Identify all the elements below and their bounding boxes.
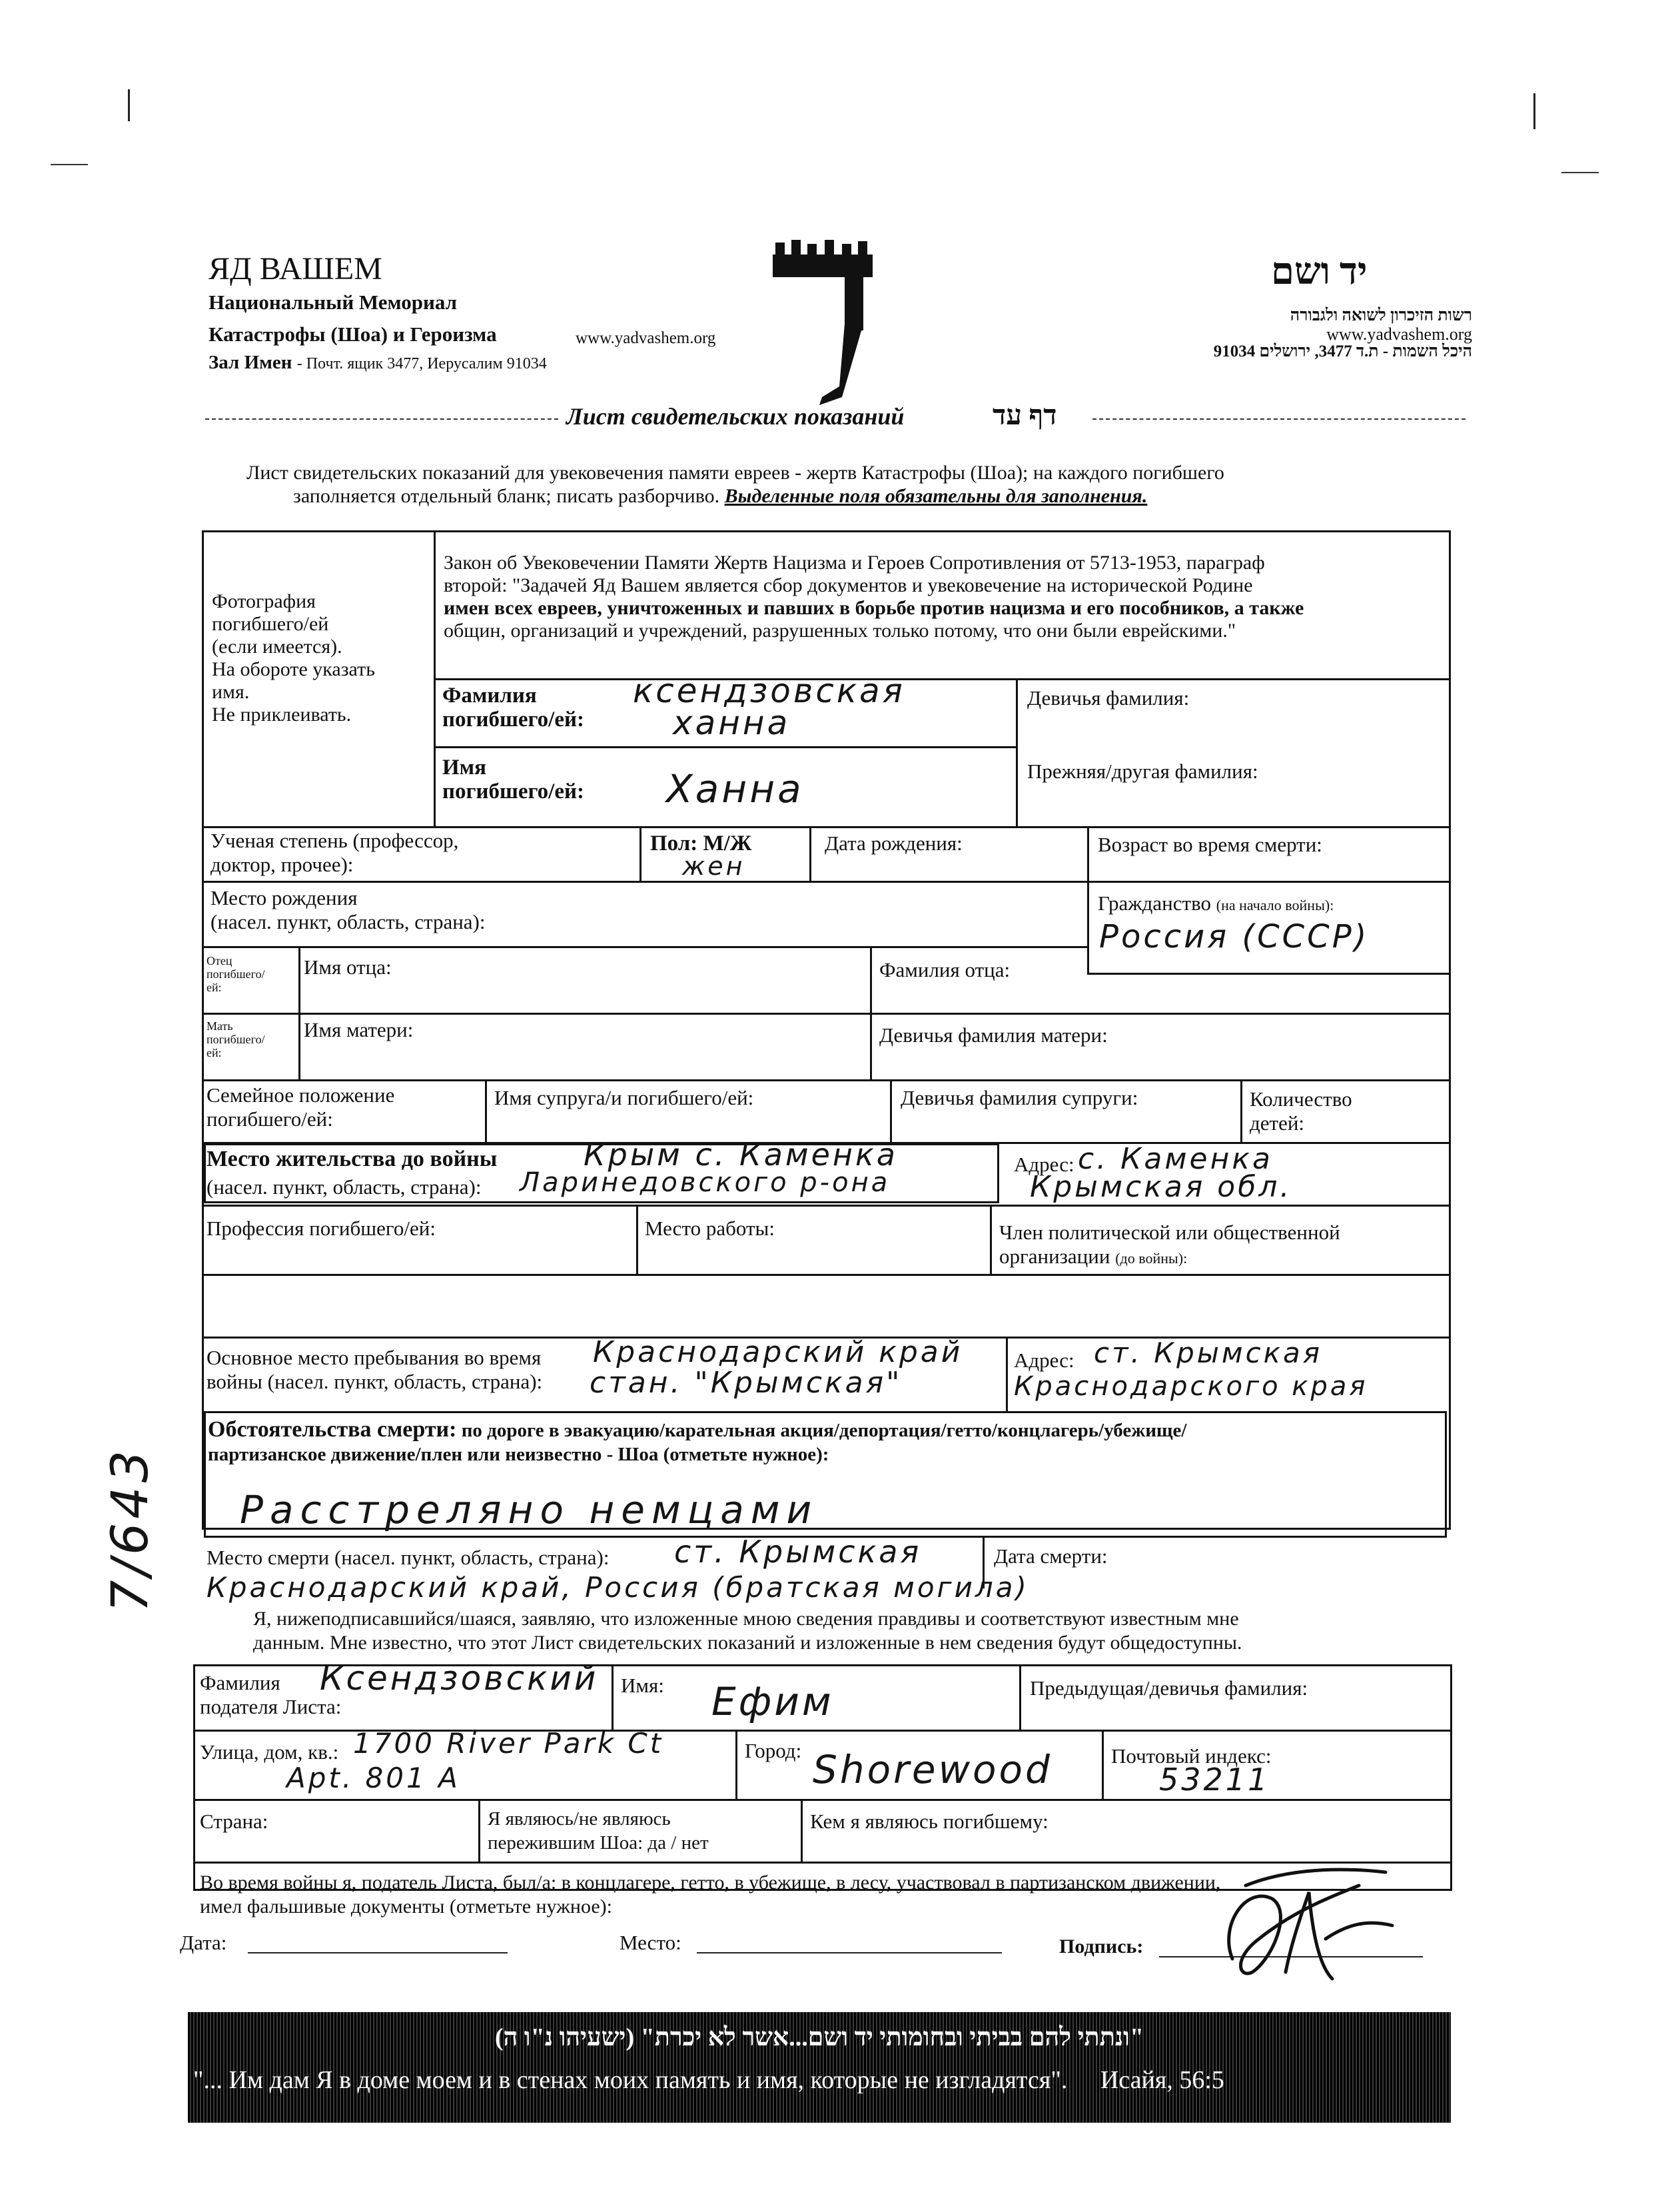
org-line1: Национальный Мемориал xyxy=(209,290,458,314)
scan-mark-right xyxy=(1533,93,1535,129)
submitter-wartime-label: Во время войны я, податель Листа, был/а: в концлагере, гетто, в убежище, в лесу, участвовал в партизанском движении, имел фальшивые документы (отметьте нужное): xyxy=(200,1872,1221,1918)
degree-label: Ученая степень (профессор, доктор, прочее): xyxy=(210,829,459,876)
previous-surname-label: Прежняя/другая фамилия: xyxy=(1027,760,1258,783)
intro-plain: заполняется отдельный бланк; писать разборчиво. xyxy=(293,485,720,507)
age-at-death-label: Возраст во время смерти: xyxy=(1098,833,1322,856)
profession-label: Профессия погибшего/ей: xyxy=(207,1217,436,1240)
spouse-name-label: Имя супруга/и погибшего/ей: xyxy=(494,1086,754,1109)
org-title-ru: ЯД ВАШЕМ xyxy=(209,251,382,286)
submitter-surname-label: Фамилия подателя Листа: xyxy=(200,1671,342,1718)
law-text: Закон об Увековечении Памяти Жертв Нацизма и Героев Сопротивления от 5713-1953, параграф второй: "Задачей Яд Вашем является сбор документов и увековечение на исторической Родине имен всех евреев, уничтоженных и павших в борьбе против нацизма и его пособников, а также общин, организаций и учреждений, разрушенных только потому, что они были еврейскими." xyxy=(444,552,1304,642)
address-ru: - Почт. ящик 3477, Иерусалим 91034 xyxy=(296,355,547,372)
street-value-2[interactable]: Apt. 801 A xyxy=(286,1762,460,1794)
wartime-place-value-1[interactable]: Краснодарский край xyxy=(593,1335,963,1369)
website-left: www.yadvashem.org xyxy=(576,329,716,347)
footer-quote-he: "ונתתי להם בביתי ובחומותי יד ושם...אשר לא יכרת" (ישעיהו נ"ו ה) xyxy=(494,2023,1144,2051)
signature-label: Подпись: xyxy=(1059,1935,1144,1957)
photo-instructions: Фотография погибшего/ей (если имеется). На обороте указать имя. Не приклеивать. xyxy=(212,590,375,726)
city-value[interactable]: Shorewood xyxy=(813,1747,1052,1792)
wartime-address-2[interactable]: Краснодарского края xyxy=(1014,1371,1368,1402)
father-side-label: Отец погибшего/ ей: xyxy=(207,954,265,994)
residence-address-label: Адрес: xyxy=(1014,1153,1074,1176)
death-circumstances-label: Обстоятельства смерти: по дороге в эвакуацию/карательная акция/депортация/гетто/концлагерь/убежище/ партизанское движение/плен или неизвестно - Шоа (отметьте нужное): xyxy=(208,1417,1187,1465)
death-place-label: Место смерти (насел. пункт, область, страна): xyxy=(207,1546,610,1569)
declaration-text: Я, нижеподписавшийся/шаяся, заявляю, что изложенные мною сведения правдивы и соответствуют известным мне данным. Мне известно, что этот Лист свидетельских показаний и изложенные в нем сведения будут общедоступны. xyxy=(253,1608,1242,1654)
footer-quote-ru: "... Им дам Я в доме моем и в стенах моих память и имя, которые не изгладятся". Исайя, 56:5 xyxy=(193,2066,1224,2094)
surname-value-1[interactable]: ксендзовская xyxy=(633,672,905,710)
city-label: Город: xyxy=(745,1739,802,1762)
surname-label: Фамилия погибшего/ей: xyxy=(442,684,585,732)
submitter-name-label: Имя: xyxy=(621,1674,664,1697)
date-label: Дата: xyxy=(180,1931,227,1954)
footer-quote-ref: Исайя, 56:5 xyxy=(1100,2066,1224,2094)
relation-label: Кем я являюсь погибшему: xyxy=(810,1810,1049,1833)
death-circumstances-value[interactable]: Расстреляно немцами xyxy=(240,1487,819,1532)
father-name-label: Имя отца: xyxy=(304,955,392,979)
wartime-place-label: Основное место пребывания во время войны (насел. пункт, область, страна): xyxy=(207,1346,543,1393)
org-sub-he: רשות הזיכרון לשואה ולגבורה xyxy=(1290,306,1472,324)
residence-value-1[interactable]: Крым с. Каменка xyxy=(584,1137,898,1173)
gender-label: Пол: М/Ж xyxy=(650,831,752,855)
survivor-label: Я являюсь/не являюсь пережившим Шоа: да / нет xyxy=(488,1808,709,1854)
birthplace-label: Место рождения (насел. пункт, область, страна): xyxy=(210,886,486,933)
title-rule-right xyxy=(1092,418,1466,420)
form-title-ru: Лист свидетельских показаний xyxy=(566,403,905,430)
wartime-address-1[interactable]: ст. Крымская xyxy=(1094,1337,1323,1369)
residence-address-1[interactable]: с. Каменка xyxy=(1078,1142,1273,1176)
scan-mark-left xyxy=(128,89,130,121)
mother-side-label: Мать погибшего/ ей: xyxy=(207,1019,265,1059)
workplace-label: Место работы: xyxy=(645,1217,775,1240)
birthdate-label: Дата рождения: xyxy=(825,831,963,855)
zip-value[interactable]: 53211 xyxy=(1159,1762,1270,1798)
margin-note: 7/643 xyxy=(100,1446,159,1612)
intro-line2 xyxy=(293,485,1147,508)
death-place-value-1[interactable]: ст. Крымская xyxy=(674,1534,922,1570)
spouse-maiden-label: Девичья фамилия супруги: xyxy=(901,1086,1138,1109)
children-count-label: Количество детей: xyxy=(1250,1087,1352,1135)
death-date-label: Дата смерти: xyxy=(994,1544,1108,1568)
yad-vashem-logo xyxy=(773,240,873,406)
residence-label: Место жительства до войны xyxy=(207,1147,498,1171)
country-label: Страна: xyxy=(200,1810,268,1833)
street-label: Улица, дом, кв.: xyxy=(200,1740,339,1764)
residence-value-2[interactable]: Ларинедовского р-она xyxy=(520,1167,891,1198)
maiden-name-label: Девичья фамилия: xyxy=(1027,686,1190,710)
marital-status-label: Семейное положение погибшего/ей: xyxy=(207,1083,395,1131)
org-title-he: יד ושם xyxy=(1271,251,1368,292)
scan-dash-left xyxy=(51,164,88,165)
mother-maiden-label: Девичья фамилия матери: xyxy=(879,1023,1108,1047)
address-he: היכל השמות - ת.ד 3477, ירושלים 91034 xyxy=(1213,342,1472,360)
hall-of-names-address xyxy=(209,352,547,374)
zip-label: Почтовый индекс: xyxy=(1111,1744,1272,1768)
submitter-previous-surname-label: Предыдущая/девичья фамилия: xyxy=(1030,1676,1308,1700)
residence-label-sub: (насел. пункт, область, страна): xyxy=(207,1175,482,1199)
survivor-options[interactable]: да / нет xyxy=(647,1832,709,1854)
citizenship-value[interactable]: Россия (СССР) xyxy=(1099,918,1370,955)
citizenship-label: Гражданство (на начало войны): xyxy=(1098,891,1334,915)
hall-of-names: Зал Имен xyxy=(209,352,292,373)
intro-emphasis: Выделенные поля обязательны для заполнения. xyxy=(724,485,1148,507)
firstname-label: Имя погибшего/ей: xyxy=(442,756,585,804)
wartime-place-value-2[interactable]: стан. "Крымская" xyxy=(590,1366,903,1400)
father-surname-label: Фамилия отца: xyxy=(879,958,1011,981)
signature-mark[interactable] xyxy=(1192,1859,1406,1992)
form-title-he: דף עד xyxy=(993,400,1057,431)
org-line2: Катастрофы (Шоа) и Героизма xyxy=(209,322,497,346)
place-label: Место: xyxy=(620,1931,681,1954)
wartime-address-label: Адрес: xyxy=(1014,1349,1074,1372)
gender-value[interactable]: жен xyxy=(682,851,745,881)
residence-address-2[interactable]: Крымская обл. xyxy=(1030,1170,1292,1204)
title-rule-left xyxy=(205,418,558,420)
firstname-value[interactable]: Ханна xyxy=(666,766,804,812)
surname-value-2[interactable]: ханна xyxy=(673,704,791,742)
death-place-value-2[interactable]: Краснодарский край, Россия (братская могила) xyxy=(207,1571,1029,1604)
mother-name-label: Имя матери: xyxy=(304,1018,414,1041)
website-right: www.yadvashem.org xyxy=(1326,324,1472,344)
organization-label: Член политической или общественной организации (до войны): xyxy=(999,1221,1340,1268)
submitter-name-value[interactable]: Ефим xyxy=(711,1679,834,1724)
intro-line1: Лист свидетельских показаний для увековечения памяти евреев - жертв Катастрофы (Шоа); на каждого погибшего xyxy=(246,462,1224,484)
street-value-1[interactable]: 1700 River Park Ct xyxy=(353,1727,664,1760)
submitter-surname-value[interactable]: Ксендзовский xyxy=(320,1659,599,1698)
scan-dash-right xyxy=(1561,172,1599,173)
